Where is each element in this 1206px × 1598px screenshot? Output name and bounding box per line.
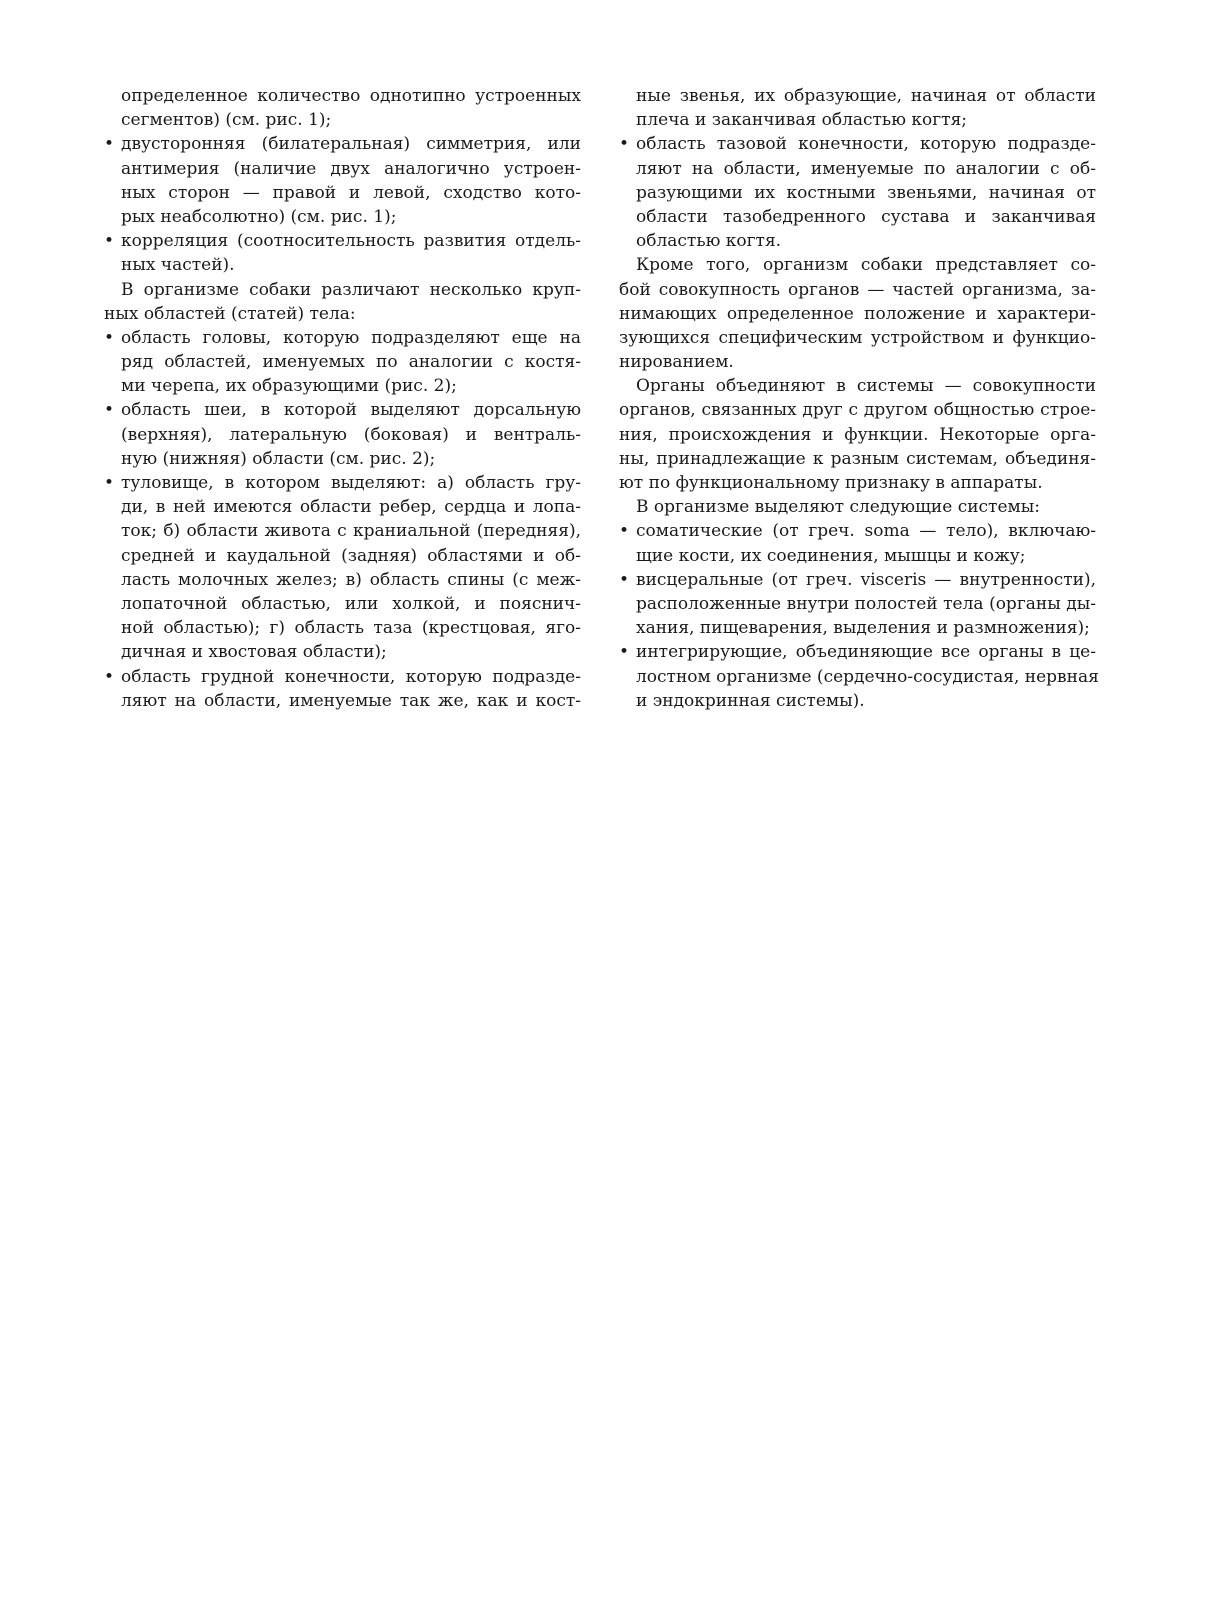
text-line: интегрирующие, объединяющие все органы в це- (636, 642, 1096, 663)
bullet-list-item-line (104, 229, 581, 253)
bullet-list-item-line (619, 568, 1096, 592)
paragraph-line (619, 350, 1096, 374)
text-line: ных сторон — правой и левой, сходство кото- (121, 182, 581, 203)
list-continuation-line (619, 665, 1099, 689)
text-line: В организме выделяют следующие системы: (636, 497, 1041, 518)
bullet-icon: • (104, 400, 115, 421)
text-line: двусторонняя (билатеральная) симметрия, или (121, 134, 581, 155)
list-continuation-line (104, 157, 581, 181)
list-continuation-line (104, 689, 581, 713)
text-line: В организме собаки различают несколько круп- (121, 279, 581, 300)
paragraph-line (619, 326, 1096, 350)
text-line: ных областей (статей) тела: (104, 303, 356, 324)
text-line: ную (нижняя) области (см. рис. 2); (121, 448, 436, 469)
list-continuation-line (619, 689, 1096, 713)
text-line: сегментов) (см. рис. 1); (121, 110, 332, 131)
text-line: ния, происхождения и функции. Некоторые орга- (619, 424, 1096, 445)
bullet-list-item-line (104, 471, 581, 495)
list-continuation-line (104, 205, 581, 229)
text-line: антимерия (наличие двух аналогично устроен- (121, 158, 581, 179)
text-line: область тазовой конечности, которую подразде- (636, 134, 1096, 155)
text-line: нимающих определенное положение и характери- (619, 303, 1096, 324)
bullet-icon: • (104, 134, 115, 155)
text-line: ной областью); г) область таза (крестцовая, яго- (121, 618, 581, 639)
list-continuation-line (104, 544, 581, 568)
text-line: ют по функциональному признаку в аппараты. (619, 473, 1043, 493)
list-continuation-line (619, 616, 1096, 640)
bullet-list-item-line (619, 640, 1096, 664)
text-line: ми черепа, их образующими (рис. 2); (121, 376, 457, 397)
text-line: ные звенья, их образующие, начиная от области (636, 86, 1096, 106)
list-continuation-line (104, 592, 581, 616)
text-line: ляют на области, именуемые так же, как и кост- (121, 690, 581, 711)
list-continuation-line (619, 181, 1096, 205)
text-line: корреляция (соотносительность развития отдель- (121, 231, 581, 252)
bullet-icon: • (104, 327, 115, 348)
text-line: ряд областей, именуемых по аналогии с костя- (121, 352, 581, 373)
list-continuation-line (619, 157, 1096, 181)
text-line: дичная и хвостовая области); (121, 642, 387, 663)
list-continuation-line (104, 640, 581, 664)
text-line: областью когтя. (636, 231, 782, 252)
text-line: хания, пищеварения, выделения и размножения); (636, 618, 1090, 639)
bullet-list-item-line (104, 398, 581, 422)
text-line: расположенные внутри полостей тела (органы ды- (636, 593, 1096, 614)
text-line: нированием. (619, 352, 734, 373)
text-line: средней и каудальной (задняя) областями и об- (121, 545, 581, 566)
list-continuation-line (619, 544, 1096, 568)
paragraph-first-line (619, 374, 1096, 398)
list-continuation-line (619, 592, 1096, 616)
paragraph-line (104, 302, 581, 326)
text-line: и эндокринная системы). (636, 690, 865, 711)
bullet-list-item-line (104, 326, 581, 350)
list-continuation-line (104, 374, 581, 398)
bullet-icon: • (104, 231, 115, 252)
paragraph-first-line (619, 253, 1096, 277)
text-line: бой совокупность органов — частей организма, за- (619, 279, 1096, 300)
text-line: соматические (от греч. soma — тело), включаю- (636, 521, 1096, 542)
list-continuation-line (104, 84, 581, 108)
list-continuation-line (104, 495, 581, 519)
list-continuation-line (104, 616, 581, 640)
text-line: ны, принадлежащие к разным системам, объединя- (619, 448, 1096, 469)
text-line: лопаточной областью, или холкой, и пояснич- (121, 593, 581, 614)
paragraph-line (619, 278, 1096, 302)
list-continuation-line (619, 108, 1096, 132)
text-line: рых неабсолютно) (см. рис. 1); (121, 206, 397, 227)
text-line: ляют на области, именуемые по аналогии с об- (636, 158, 1096, 179)
text-line: (верхняя), латеральную (боковая) и вентраль- (121, 424, 581, 445)
text-line: туловище, в котором выделяют: а) область гру- (121, 473, 581, 493)
bullet-list-item-line (619, 132, 1096, 156)
text-line: область шеи, в которой выделяют дорсальную (121, 400, 581, 421)
list-continuation-line (104, 181, 581, 205)
bullet-list-item-line (104, 132, 581, 156)
text-line: зующихся специфическим устройством и функцио- (619, 327, 1096, 348)
text-line: лостном организме (сердечно-сосудистая, нервная (636, 666, 1099, 687)
paragraph-line (619, 471, 1096, 495)
text-line: Органы объединяют в системы — совокупности (636, 376, 1096, 397)
left-text-column (104, 84, 581, 713)
text-line: плеча и заканчивая областью когтя; (636, 110, 968, 131)
list-continuation-line (104, 423, 581, 447)
list-continuation-line (619, 205, 1096, 229)
bullet-icon: • (619, 569, 630, 590)
bullet-list-item-line (104, 665, 581, 689)
list-continuation-line (619, 84, 1096, 108)
right-text-column (619, 84, 1099, 713)
text-line: ток; б) области живота с краниальной (передняя), (121, 521, 581, 542)
bullet-icon: • (619, 642, 630, 663)
bullet-icon: • (619, 134, 630, 155)
text-line: область головы, которую подразделяют еще на (121, 327, 581, 348)
list-continuation-line (104, 253, 581, 277)
paragraph-first-line (104, 278, 581, 302)
bullet-icon: • (619, 521, 630, 542)
list-continuation-line (104, 108, 581, 132)
list-continuation-line (104, 568, 581, 592)
text-line: щие кости, их соединения, мышцы и кожу; (636, 545, 1026, 566)
bullet-icon: • (104, 666, 115, 687)
paragraph-line (619, 447, 1096, 471)
list-continuation-line (104, 519, 581, 543)
paragraph-first-line (619, 495, 1096, 519)
text-line: ласть молочных желез; в) область спины (с меж- (121, 569, 581, 590)
text-line: области тазобедренного сустава и заканчивая (636, 206, 1096, 227)
paragraph-line (619, 302, 1096, 326)
list-continuation-line (104, 350, 581, 374)
bullet-list-item-line (619, 519, 1096, 543)
text-line: ди, в ней имеются области ребер, сердца и лопа- (121, 497, 581, 518)
text-line: органов, связанных друг с другом общностью строе- (619, 400, 1096, 421)
text-line: висцеральные (от греч. visceris — внутренности), (636, 569, 1096, 590)
list-continuation-line (104, 447, 581, 471)
text-line: Кроме того, организм собаки представляет со- (636, 255, 1096, 276)
bullet-icon: • (104, 473, 115, 493)
paragraph-line (619, 423, 1096, 447)
paragraph-line (619, 398, 1096, 422)
list-continuation-line (619, 229, 1096, 253)
text-line: определенное количество однотипно устроенных (121, 86, 581, 106)
text-line: разующими их костными звеньями, начиная от (636, 182, 1096, 203)
text-line: ных частей). (121, 255, 235, 276)
text-line: область грудной конечности, которую подразде- (121, 666, 581, 687)
